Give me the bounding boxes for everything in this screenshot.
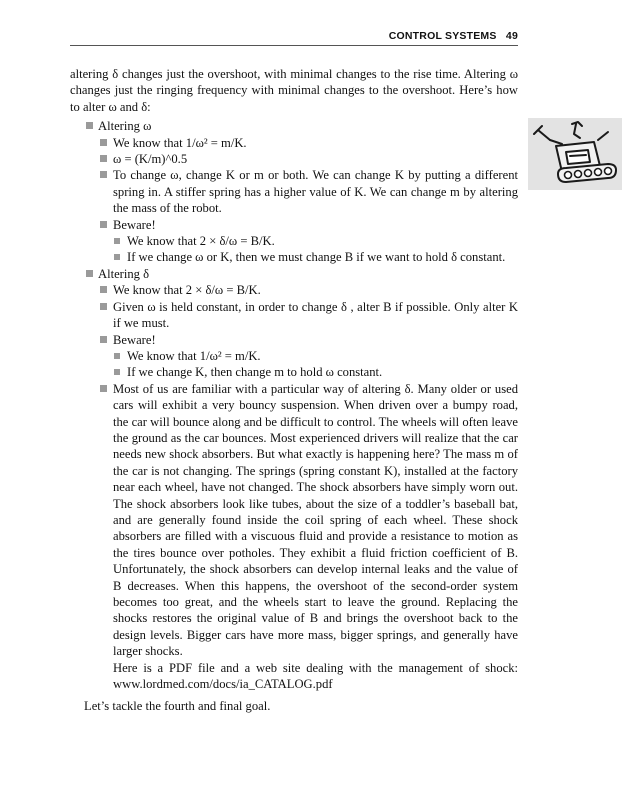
square-bullet-icon [114,238,120,244]
list-item [70,167,518,216]
list-item [70,299,518,332]
square-bullet-icon [100,221,107,228]
list-item-label: Altering δ [98,266,150,281]
list-item-text: We know that 1/ω² = m/K. [113,135,247,150]
square-bullet-icon [114,353,120,359]
intro-paragraph: altering δ changes just the overshoot, with minimal changes to the rise time. Altering ω changes just the ringing frequency with minimal changes to the overshoot. Here’s how to alter ω and δ: [70,67,518,114]
square-bullet-icon [100,155,107,162]
square-bullet-icon [100,139,107,146]
list-item-text: Beware! [113,332,156,347]
list-item-text: ω = (K/m)^0.5 [113,152,188,167]
square-bullet-icon [100,303,107,310]
list-item-text: We know that 2 × δ/ω = B/K. [127,234,275,249]
square-bullet-icon [114,254,120,260]
running-header [70,30,518,44]
header-rule [70,45,518,46]
list-item [70,282,518,298]
square-bullet-icon [86,270,93,277]
square-bullet-icon [100,385,107,392]
square-bullet-icon [100,171,107,178]
list-item-beware [70,217,518,233]
list-item-text: If we change K, then change m to hold ω constant. [127,365,383,380]
list-item [70,249,518,265]
list-item [70,364,518,380]
page-body [70,66,518,715]
list-item-text: To change ω, change K or m or both. We can change K by putting a different spring in. A stiffer spring has a higher value of K. We can change m by altering the mass of the robot. [113,168,518,216]
list-item-text: We know that 1/ω² = m/K. [127,348,261,363]
list-item-text: We know that 2 × δ/ω = B/K. [113,283,261,298]
list-item-text: Most of us are familiar with a particular way of altering δ. Many older or used cars will exhibit a very bouncy suspension. When driven over a bumpy road, the car will bounce along and be difficult to control. The wheels will often leave the ground as the car bounces. Most experienced drivers will realize that the car needs new shock absorbers. But what exactly is happening here? The mass m of the car is not changing. The springs (spring constant K), installed at the factory near each wheel, have not changed. The shock absorbers have simply worn out. The shock absorbers look like tubes, about the size of a toddler’s baseball bat, and are generally found inside the coil spring of each wheel. These shock absorbers are filled with a viscuous fluid and provide a resistance to motion as the tires bounce over potholes. They exhibit a fluid friction coefficient of B. Unfortunately, the shock absorbers can develop internal leaks and the value of B decreases. When this happens, the overshoot of the second-order system becomes too great, and the wheels start to leave the ground. Replacing the shocks restores the original value of B and brings the overshoot back to the design levels. Bigger cars have more mass, bigger springs, and generally have larger shocks. [113,381,518,659]
list-item [70,151,518,167]
list-item [70,233,518,249]
list-item-text: If we change ω or K, then we must change B if we want to hold δ constant. [127,250,506,265]
closing-sentence: Let’s tackle the fourth and final goal. [84,699,271,714]
square-bullet-icon [100,286,107,293]
list-item-beware [70,332,518,348]
list-item-shock-absorbers [70,381,518,693]
square-bullet-icon [114,369,120,375]
square-bullet-icon [100,336,107,343]
robot-margin-icon [528,118,622,190]
list-item-text: Beware! [113,217,156,232]
list-item-altering-delta [70,266,518,282]
running-header-title: CONTROL SYSTEMS 49 [388,30,518,42]
list-item-label: Altering ω [98,119,152,134]
square-bullet-icon [86,122,93,129]
pdf-note: Here is a PDF file and a web site dealing with the management of shock: www.lordmed.com/docs/ia_CATALOG.pdf [113,660,518,692]
list-item-altering-omega [70,118,518,134]
list-item-text: Given ω is held constant, in order to change δ , alter B if possible. Only alter K if we must. [113,299,518,331]
list-item [70,348,518,364]
list-item [70,135,518,151]
